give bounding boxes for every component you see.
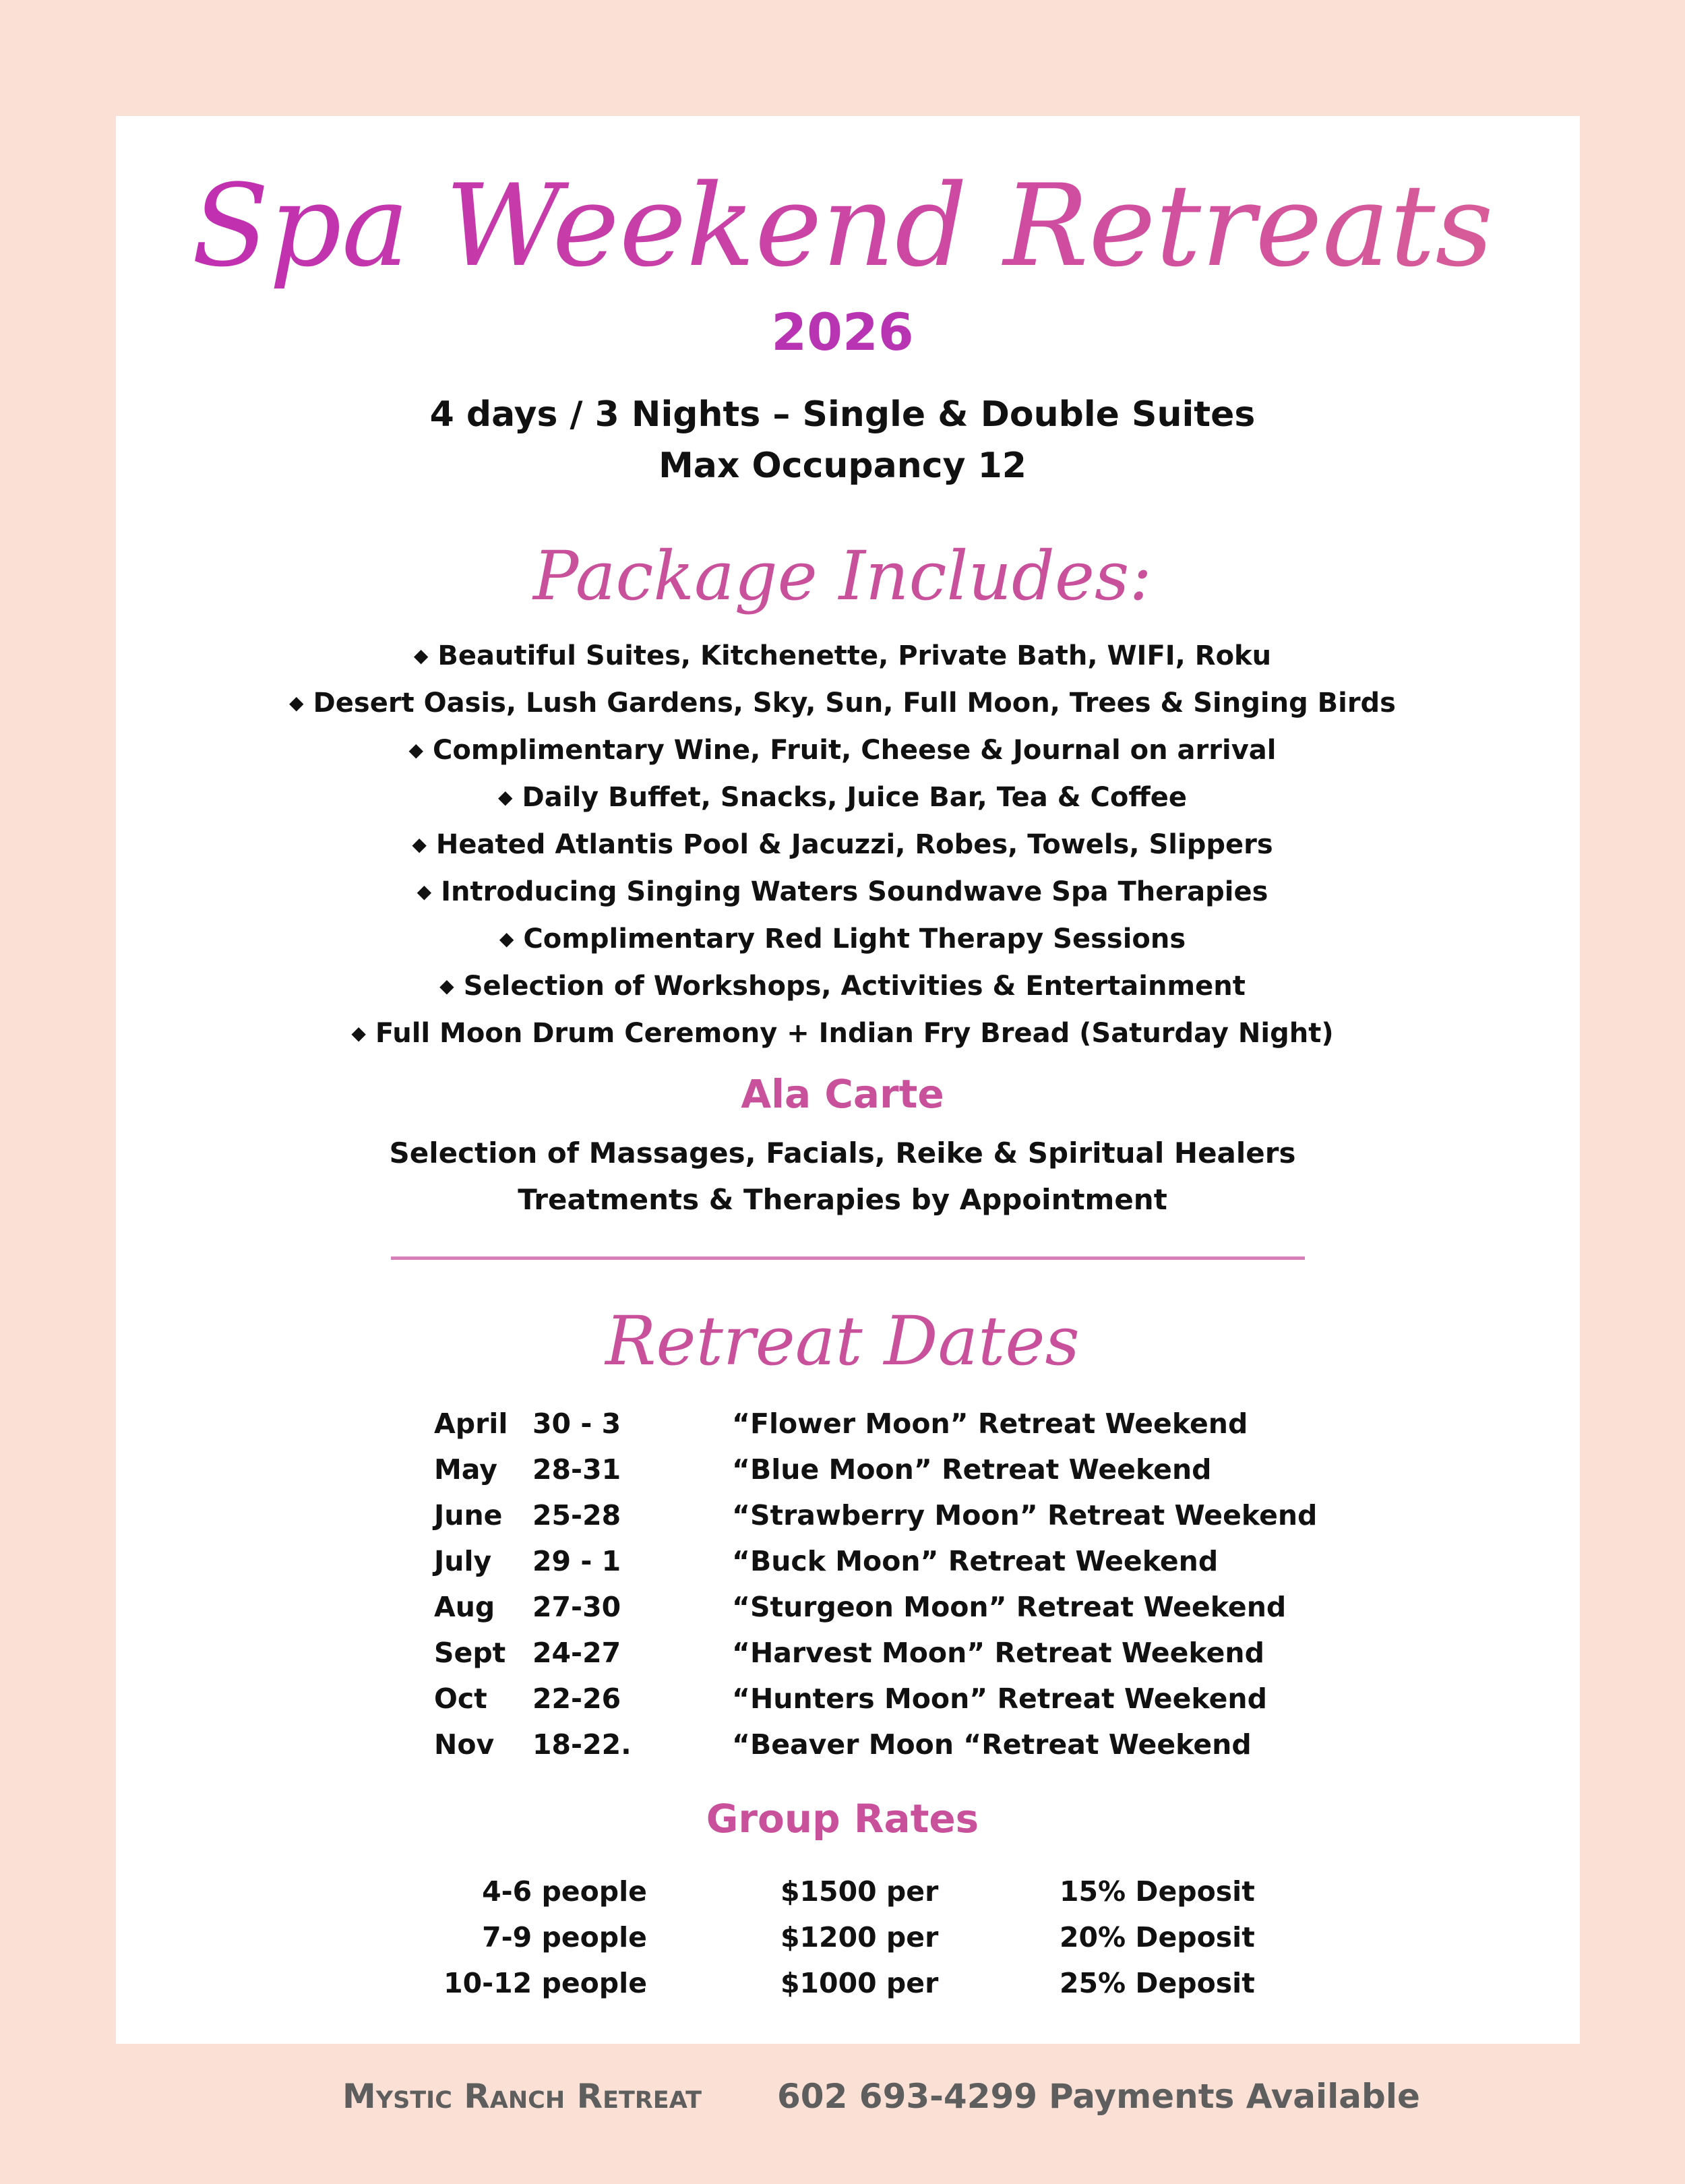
- days: 28-31: [532, 1453, 621, 1486]
- deposit: 20% Deposit: [1060, 1921, 1255, 1953]
- month: April: [434, 1407, 508, 1440]
- event: “Harvest Moon” Retreat Weekend: [732, 1637, 1264, 1669]
- list-item: ◆ Beautiful Suites, Kitchenette, Private Bath, WIFI, Roku: [413, 640, 1272, 671]
- package-list: [0, 632, 1685, 1057]
- month: June: [434, 1499, 503, 1531]
- group-rates-list: [0, 1869, 1685, 2006]
- days: 27-30: [532, 1591, 621, 1623]
- brand-name: Mystic Ranch Retreat: [342, 2077, 702, 2116]
- event: “Sturgeon Moon” Retreat Weekend: [732, 1591, 1287, 1623]
- days: 24-27: [532, 1637, 621, 1669]
- ala-carte-line-2: Treatments & Therapies by Appointment: [518, 1183, 1167, 1216]
- subtitle-line-2: Max Occupancy 12: [658, 446, 1027, 486]
- list-item: ◆ Complimentary Wine, Fruit, Cheese & Journal on arrival: [408, 735, 1277, 766]
- diamond-bullet-icon: ◆: [439, 975, 454, 997]
- list-item: ◆ Introducing Singing Waters Soundwave Spa Therapies: [417, 876, 1268, 907]
- table-row: [0, 1914, 1685, 1960]
- ala-carte-line-1: Selection of Massages, Facials, Reike & Spiritual Healers: [389, 1136, 1296, 1170]
- month: May: [434, 1453, 497, 1486]
- deposit: 25% Deposit: [1060, 1967, 1255, 1999]
- diamond-bullet-icon: ◆: [417, 880, 432, 903]
- group-rates-heading: Group Rates: [706, 1796, 979, 1842]
- month: July: [434, 1545, 492, 1577]
- table-row: [0, 1869, 1685, 1914]
- event: “Hunters Moon” Retreat Weekend: [732, 1682, 1267, 1715]
- event: “Beaver Moon “Retreat Weekend: [732, 1728, 1252, 1761]
- subtitle-line-1: 4 days / 3 Nights – Single & Double Suites: [429, 394, 1256, 435]
- package-heading: Package Includes:: [532, 537, 1153, 615]
- event: “Strawberry Moon” Retreat Weekend: [732, 1499, 1318, 1531]
- people: 10-12 people: [443, 1967, 647, 1999]
- event: “Blue Moon” Retreat Weekend: [732, 1453, 1212, 1486]
- page-title: Spa Weekend Retreats: [191, 152, 1493, 300]
- deposit: 15% Deposit: [1060, 1875, 1255, 1908]
- event: “Buck Moon” Retreat Weekend: [732, 1545, 1219, 1577]
- list-item: ◆ Desert Oasis, Lush Gardens, Sky, Sun, Full Moon, Trees & Singing Birds: [289, 688, 1396, 719]
- days: 30 - 3: [532, 1407, 621, 1440]
- diamond-bullet-icon: ◆: [408, 739, 424, 761]
- phone-number: 602 693-4299: [777, 2077, 1038, 2116]
- retreat-dates-heading: Retreat Dates: [605, 1302, 1080, 1381]
- ala-carte-heading: Ala Carte: [741, 1071, 944, 1117]
- price: $1000 per: [780, 1967, 939, 1999]
- footer: [0, 2069, 1685, 2123]
- list-item: ◆ Selection of Workshops, Activities & Entertainment: [439, 971, 1246, 1002]
- payments-note: Payments Available: [1049, 2077, 1420, 2116]
- days: 22-26: [532, 1682, 621, 1715]
- month: Sept: [434, 1637, 506, 1669]
- diamond-bullet-icon: ◆: [351, 1022, 366, 1044]
- diamond-bullet-icon: ◆: [497, 786, 513, 808]
- list-item: ◆ Full Moon Drum Ceremony + Indian Fry Bread (Saturday Night): [351, 1018, 1334, 1049]
- price: $1500 per: [780, 1875, 939, 1908]
- diamond-bullet-icon: ◆: [499, 928, 514, 950]
- diamond-bullet-icon: ◆: [412, 833, 427, 855]
- month: Oct: [434, 1682, 487, 1715]
- list-item: ◆ Daily Buffet, Snacks, Juice Bar, Tea & Coffee: [497, 782, 1188, 813]
- year-label: 2026: [771, 302, 914, 362]
- price: $1200 per: [780, 1921, 939, 1953]
- event: “Flower Moon” Retreat Weekend: [732, 1407, 1248, 1440]
- days: 18-22.: [532, 1728, 632, 1761]
- diamond-bullet-icon: ◆: [289, 692, 304, 714]
- month: Nov: [434, 1728, 495, 1761]
- days: 25-28: [532, 1499, 621, 1531]
- people: 7-9 people: [482, 1921, 647, 1953]
- section-divider: [391, 1256, 1305, 1260]
- list-item: ◆ Complimentary Red Light Therapy Sessions: [499, 923, 1186, 954]
- diamond-bullet-icon: ◆: [413, 644, 429, 667]
- list-item: ◆ Heated Atlantis Pool & Jacuzzi, Robes, Towels, Slippers: [412, 829, 1273, 860]
- people: 4-6 people: [482, 1875, 647, 1908]
- table-row: [0, 1960, 1685, 2006]
- month: Aug: [434, 1591, 495, 1623]
- days: 29 - 1: [532, 1545, 621, 1577]
